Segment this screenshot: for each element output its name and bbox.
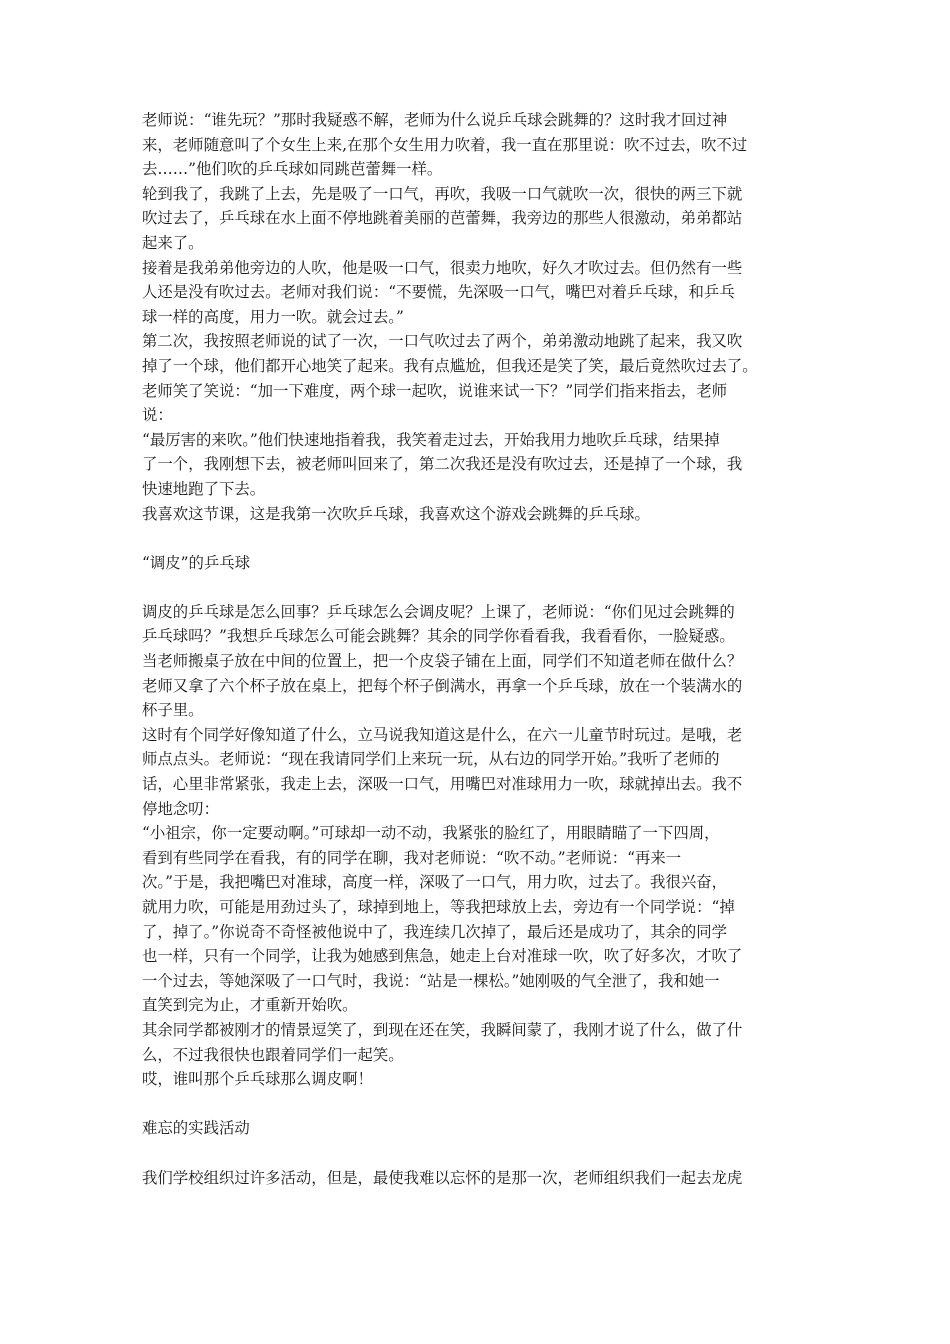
text-line: 球一样的高度，用力一吹。就会过去。” bbox=[142, 307, 404, 326]
text-line: 第二次，我按照老师说的试了一次，一口气吹过去了两个，弟弟激动地跳了起来，我又吹 bbox=[142, 332, 743, 351]
text-line: 我们学校组织过许多活动，但是，最使我难以忘怀的是那一次，老师组织我们一起去龙虎 bbox=[142, 1168, 743, 1187]
blank-line bbox=[142, 1141, 818, 1166]
text-line: 去……”他们吹的乒乓球如同跳芭蕾舞一样。 bbox=[142, 160, 443, 179]
text-line: 看到有些同学在看我，有的同学在聊，我对老师说：“吹不动。”老师说：“再来一 bbox=[142, 848, 682, 867]
text-line: 接着是我弟弟他旁边的人吹，他是吸一口气，很卖力地吹，好久才吹过去。但仍然有一些 bbox=[142, 258, 743, 277]
text-line: 掉了一个球，他们都开心地笑了起来。我有点尴尬，但我还是笑了笑，最后竟然吹过去了。 bbox=[142, 356, 758, 375]
section-title: “调皮”的乒乓球 bbox=[142, 553, 251, 572]
text-line: 轮到我了，我跳了上去，先是吸了一口气，再吹，我吸一口气就吹一次，很快的两三下就 bbox=[142, 184, 743, 203]
text-line: 也一样，只有一个同学，让我为她感到焦急，她走上台对准球一吹，吹了好多次，才吹了 bbox=[142, 947, 743, 966]
text-line: 就用力吹，可能是用劲过头了，球掉到地上，等我把球放上去，旁边有一个同学说：“掉 bbox=[142, 898, 735, 916]
blank-line bbox=[142, 575, 818, 600]
section-title: 难忘的实践活动 bbox=[142, 1119, 250, 1138]
text-line: 快速地跑了下去。 bbox=[142, 479, 266, 498]
text-line: 这时有个同学好像知道了什么，立马说我知道这是什么，在六一儿童节时玩过。是哦，老 bbox=[142, 725, 743, 744]
text-line: 乒乓球吗？”我想乒乓球怎么可能会跳舞？其余的同学你看看我，我看看你，一脸疑惑。 bbox=[142, 627, 735, 646]
text-line: 杯子里。 bbox=[142, 701, 204, 720]
text-line: 说： bbox=[142, 406, 173, 425]
text-line: 哎，谁叫那个乒乓球那么调皮啊！ bbox=[142, 1070, 373, 1089]
text-line: 人还是没有吹过去。老师对我们说：“不要慌，先深吸一口气，嘴巴对着乒乓球，和乒乓 bbox=[142, 283, 735, 302]
text-line: 我喜欢这节课，这是我第一次吹乒乓球，我喜欢这个游戏会跳舞的乒乓球。 bbox=[142, 504, 650, 523]
section-paragraphs-3 bbox=[142, 1166, 818, 1191]
text-line: 其余同学都被刚才的情景逗笑了，到现在还在笑，我瞬间蒙了，我刚才说了什么，做了什 bbox=[142, 1020, 743, 1039]
text-line: 师点点头。老师说：“现在我请同学们上来玩一玩，从右边的同学开始。”我听了老师的 bbox=[142, 750, 720, 769]
blank-line bbox=[142, 1092, 818, 1117]
section-paragraphs-2 bbox=[142, 600, 818, 1092]
text-line: 老师又拿了六个杯子放在桌上，把每个杯子倒满水，再拿一个乒乓球，放在一个装满水的 bbox=[142, 676, 743, 695]
text-line: 了一个，我刚想下去，被老师叫回来了，第二次我还是没有吹过去，还是掉了一个球，我 bbox=[142, 455, 743, 474]
text-line: 调皮的乒乓球是怎么回事？乒乓球怎么会调皮呢？上课了，老师说：“你们见过会跳舞的 bbox=[142, 602, 735, 621]
text-line: 老师笑了笑说：“加一下难度，两个球一起吹，说谁来试一下？”同学们指来指去，老师 bbox=[142, 381, 728, 400]
text-line: “小祖宗，你一定要动啊。”可球却一动不动，我紧张的脸红了，用眼睛瞄了一下四周， bbox=[142, 824, 720, 843]
text-line: 停地念叨： bbox=[142, 799, 219, 818]
section-paragraphs-1 bbox=[142, 108, 818, 526]
text-line: 来，老师随意叫了个女生上来,在那个女生用力吹着，我一直在那里说：吹不过去，吹不过 bbox=[142, 135, 748, 154]
text-line: 老师说：“谁先玩？”那时我疑惑不解，老师为什么说乒乓球会跳舞的？这时我才回过神 bbox=[142, 111, 728, 129]
text-line: 吹过去了，乒乓球在水上面不停地跳着美丽的芭蕾舞，我旁边的那些人很激动，弟弟都站 bbox=[142, 209, 743, 228]
text-line: 话，心里非常紧张，我走上去，深吸一口气，用嘴巴对准球用力一吹，球就掉出去。我不 bbox=[142, 775, 743, 794]
blank-line bbox=[142, 526, 818, 551]
text-line: “最厉害的来吹。”他们快速地指着我，我笑着走过去，开始我用力地吹乒乓球，结果掉 bbox=[142, 430, 720, 449]
text-line: 次。”于是，我把嘴巴对准球，高度一样，深吸了一口气，用力吹，过去了。我很兴奋， bbox=[142, 873, 728, 892]
text-line: 一个过去，等她深吸了一口气时，我说：“站是一棵松。”她刚吸的气全泄了，我和她一 bbox=[142, 971, 720, 990]
text-line: 起来了。 bbox=[142, 233, 204, 252]
document-page bbox=[142, 108, 818, 1190]
text-line: 么，不过我很快也跟着同学们一起笑。 bbox=[142, 1045, 404, 1064]
text-line: 直笑到完为止，才重新开始吹。 bbox=[142, 996, 358, 1015]
text-line: 当老师搬桌子放在中间的位置上，把一个皮袋子铺在上面，同学们不知道老师在做什么？ bbox=[142, 652, 743, 671]
text-line: 了，掉了。”你说奇不奇怪被他说中了，我连续几次掉了，最后还是成功了，其余的同学 bbox=[142, 922, 728, 941]
